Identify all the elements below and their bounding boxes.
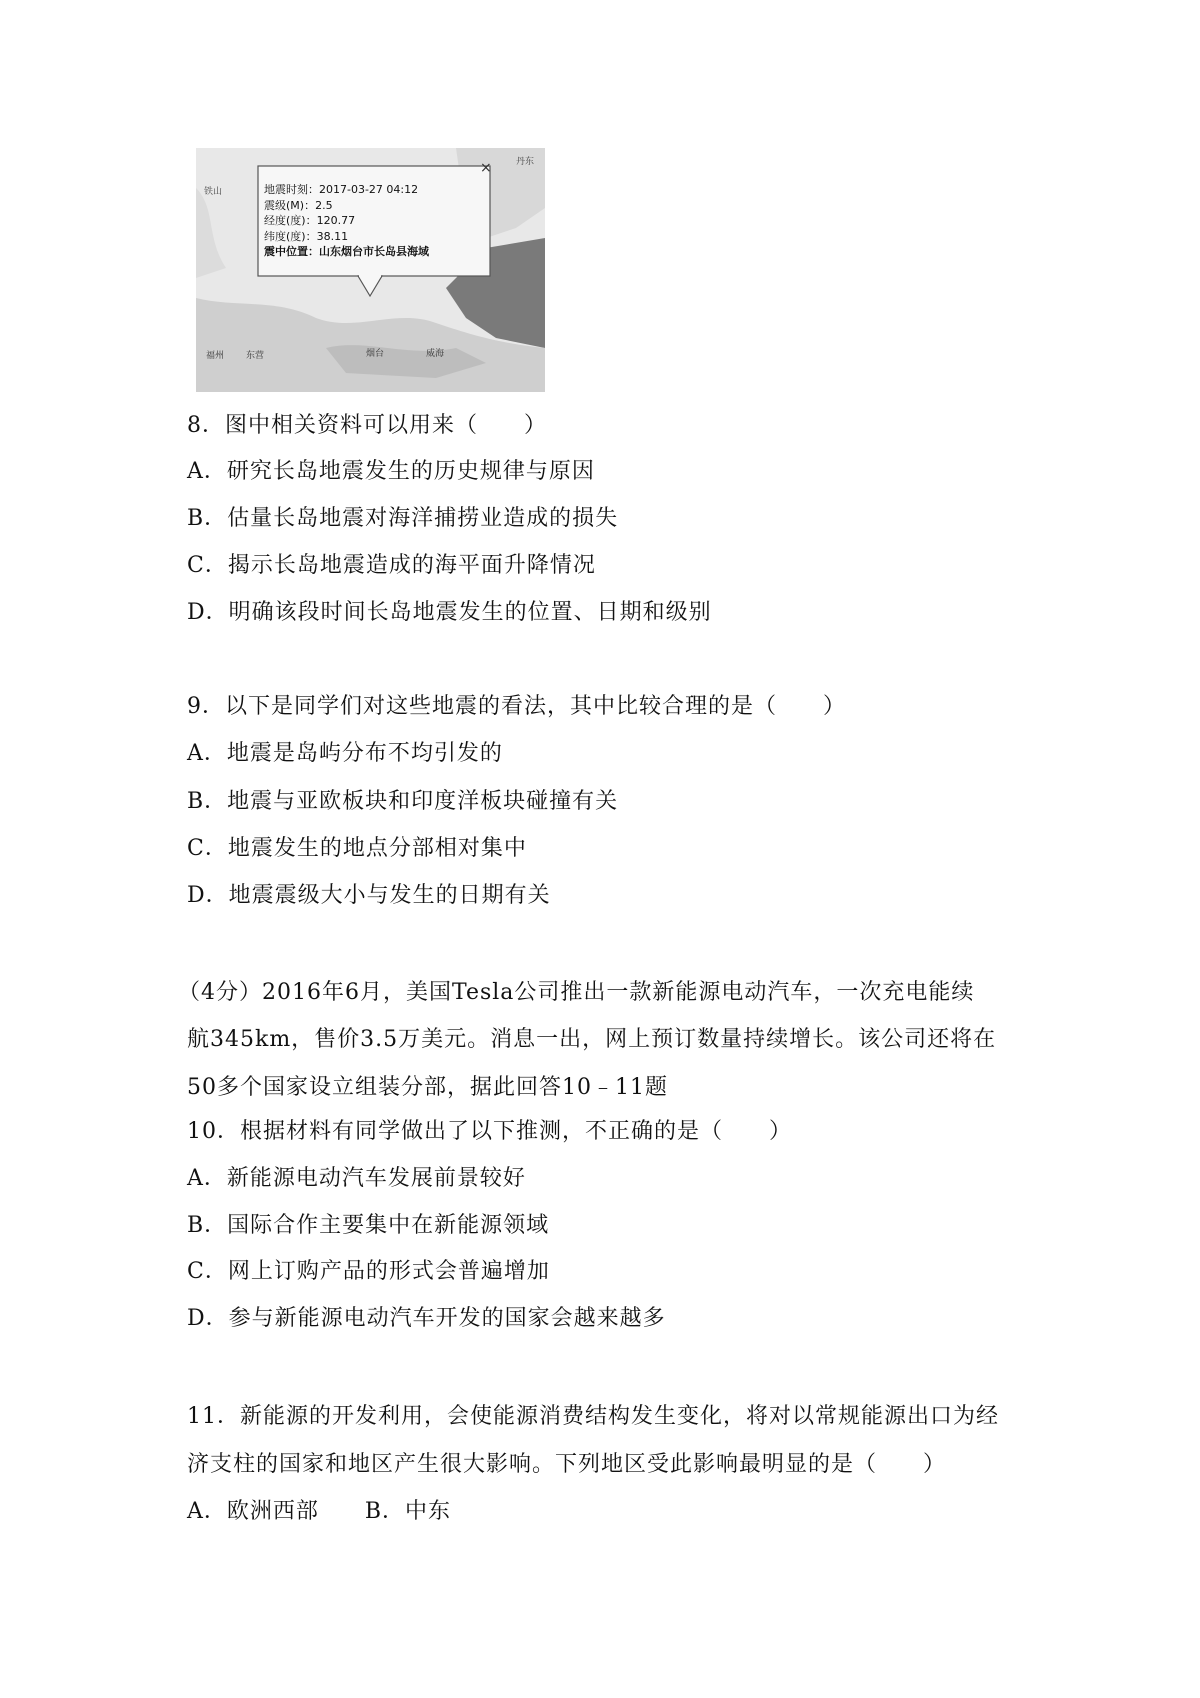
question-10-option-a: A．新能源电动汽车发展前景较好 <box>187 1166 526 1191</box>
popup-row: 经度(度)：120.77 <box>264 214 356 227</box>
map-label-top-right: 丹东 <box>516 157 535 167</box>
map-label-bottom-right: 威海 <box>426 349 445 359</box>
question-9-option-a: A．地震是岛屿分布不均引发的 <box>187 741 503 766</box>
popup-row: 地震时刻：2017-03-27 04:12 <box>264 183 419 196</box>
question-8-option-a: A．研究长岛地震发生的历史规律与原因 <box>187 459 595 484</box>
popup-row: 纬度(度)：38.11 <box>264 229 349 243</box>
map-label-bottom-left-2: 东营 <box>246 351 265 361</box>
map-popup <box>264 182 429 260</box>
question-9-option-d: D．地震震级大小与发生的日期有关 <box>187 883 551 908</box>
question-9-option-c: C．地震发生的地点分部相对集中 <box>187 836 527 861</box>
map-label-bottom-left: 福州 <box>206 351 225 361</box>
question-10-stem: 10．根据材料有同学做出了以下推测，不正确的是（ ） <box>187 1119 792 1144</box>
question-10-option-c: C．网上订购产品的形式会普遍增加 <box>187 1259 550 1284</box>
question-11-options: A．欧洲西部 B．中东 <box>187 1499 452 1524</box>
earthquake-map-figure <box>196 148 545 392</box>
map-label-top-left: 铁山 <box>204 187 223 197</box>
map-label-bottom-mid: 烟台 <box>366 349 385 359</box>
question-9-stem: 9．以下是同学们对这些地震的看法，其中比较合理的是（ ） <box>187 694 846 719</box>
close-icon[interactable]: × <box>480 160 492 176</box>
popup-row: 震级(M)：2.5 <box>264 198 333 212</box>
question-8-option-d: D．明确该段时间长岛地震发生的位置、日期和级别 <box>187 600 712 625</box>
question-10-option-b: B．国际合作主要集中在新能源领域 <box>187 1213 550 1238</box>
material-line: 50多个国家设立组装分部，据此回答10﹣11题 <box>187 1075 668 1100</box>
question-8-option-b: B．估量长岛地震对海洋捕捞业造成的损失 <box>187 506 619 531</box>
material-line: （4分）2016年6月，美国Tesla公司推出一款新能源电动汽车，一次充电能续 <box>178 980 975 1005</box>
material-line: 航345km，售价3.5万美元。消息一出，网上预订数量持续增长。该公司还将在 <box>187 1027 997 1052</box>
question-8-stem: 8．图中相关资料可以用来（ ） <box>187 413 547 438</box>
question-11-stem: 11．新能源的开发利用，会使能源消费结构发生变化，将对以常规能源出口为经 <box>187 1404 999 1429</box>
question-10-option-d: D．参与新能源电动汽车开发的国家会越来越多 <box>187 1306 666 1331</box>
popup-row: 震中位置：山东烟台市长岛县海域 <box>264 245 429 258</box>
question-8-option-c: C．揭示长岛地震造成的海平面升降情况 <box>187 553 596 578</box>
question-11-stem: 济支柱的国家和地区产生很大影响。下列地区受此影响最明显的是（ ） <box>187 1452 947 1477</box>
question-9-option-b: B．地震与亚欧板块和印度洋板块碰撞有关 <box>187 789 619 814</box>
